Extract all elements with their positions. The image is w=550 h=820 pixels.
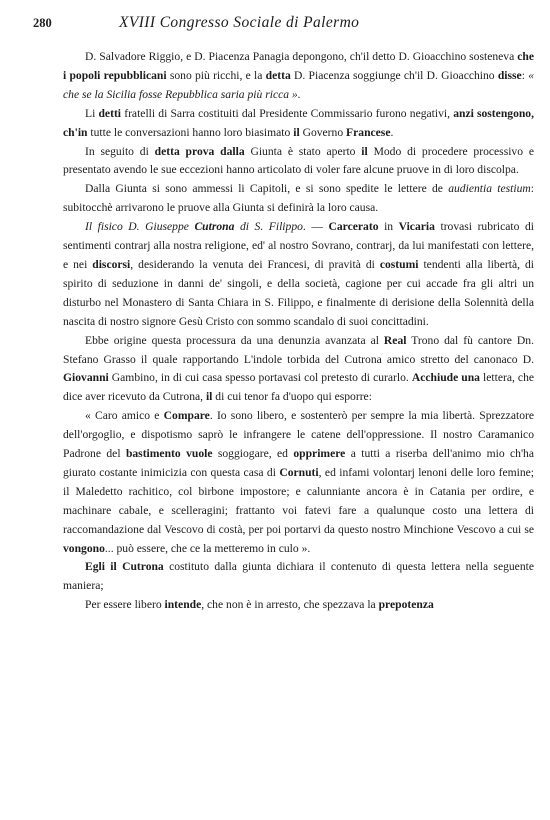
text-run: di cui tenor fa d'uopo qui esporre: <box>212 390 372 404</box>
text-run: detta <box>265 68 291 82</box>
paragraph <box>63 48 534 105</box>
text-run: anzi sostengono, ch'in <box>63 106 535 139</box>
text-run: D. Piacenza soggiunge ch'il D. Gioacchino <box>290 68 498 82</box>
text-run: Vicaria <box>398 220 435 234</box>
running-title: XVIII Congresso Sociale di Palermo <box>119 14 360 31</box>
text-run: D. Salvadore Riggio, e D. Piacenza Panagia depongono, ch'il detto D. Gioacchino sosteneva <box>85 50 518 63</box>
text-run: Li <box>85 106 99 120</box>
text-run: intende <box>164 598 202 612</box>
text-run: « Caro amico e <box>85 409 164 423</box>
text-run: Carcerato <box>328 220 379 234</box>
page-number: 280 <box>33 16 52 30</box>
text-run: costituto dalla giunta dichiara il contenuto di questa lettera nella seguente maniera; <box>63 560 534 593</box>
text-run: audientia testium <box>448 182 531 196</box>
paragraph <box>63 332 534 408</box>
text-run: Real <box>383 333 407 347</box>
text-run: Governo <box>299 125 347 139</box>
text-run: soggiogare, ed <box>212 447 294 461</box>
text-run: . — <box>302 220 329 234</box>
text-run: detta prova dalla <box>154 144 245 158</box>
paragraph <box>63 218 534 331</box>
text-run: il <box>205 390 213 404</box>
text-run: Acchiude una <box>411 371 480 385</box>
text-run: tendenti alla libertà, di spirito di seduzione in danni de' singoli, e della società, cagione per cui accade fra gli altri un disturbo nel Monastero di Santa Chiara in S. Filippo, e finalmente di derisione della Solennità della nascita di nostro signore Gesù Cristo con sommo scandalo di suoi concittadini. <box>63 257 534 328</box>
text-run: tutte le conversazioni hanno loro biasimato <box>87 125 294 139</box>
text-run: Ebbe origine questa processura da una denunzia avanzata al <box>85 333 384 347</box>
text-run: , desiderando la venuta dei Francesi, di pravità di <box>130 257 380 271</box>
text-run: Gambino, in di cui casa spesso portavasi col pretesto di curarlo. <box>108 371 412 385</box>
text-run: lettera, che dice aver ricevuto da Cutrona, <box>63 371 535 404</box>
text-run: trovasi rubricato di sentimenti contrarj alla nostra religione, ed' al nostro Sovrano, contrarj, da lui manifestati con lettere, e nei <box>63 220 534 271</box>
text-run: Dalla Giunta si sono ammessi li Capitoli, e si sono spedite le lettere de <box>85 182 449 196</box>
text-run: che i popoli repubblicani <box>63 50 534 82</box>
page-header <box>33 14 534 36</box>
text-run: . Io sono libero, e sostenterò per sempre la mia libertà. Sprezzatore dell'orgoglio, e dispotismo saprò le infrangere le catene dell'oppressione. Il nostro Caramanico Padrone del <box>63 409 534 461</box>
text-run: Per essere libero <box>85 598 165 612</box>
text-run: il <box>293 125 300 139</box>
text-run: Giunta è stato aperto <box>244 144 362 158</box>
text-run: Compare <box>163 409 210 423</box>
text-run: di S. Filippo <box>234 220 303 234</box>
text-run: . <box>390 125 394 139</box>
text-run: detti <box>98 106 122 120</box>
text-run: Trono dal fù cantore Dn. Stefano Grasso il quale rapportando L'indole torbida del Cutrona amico stretto del canonaco D. <box>63 333 534 366</box>
text-run: opprimere <box>293 447 346 461</box>
text-run: Cornuti <box>279 465 319 479</box>
text-run: costumi <box>379 257 419 271</box>
text-run: : subitocchè arrivarono le pruove alla Giunta si definirà la loro causa. <box>63 182 534 215</box>
paragraph <box>63 407 534 558</box>
paragraph <box>63 558 534 596</box>
text-run: discorsi <box>92 257 131 271</box>
paragraph <box>63 596 534 615</box>
paragraph <box>63 180 534 218</box>
text-run: Egli il Cutrona <box>85 560 164 574</box>
text-run: ... può essere, che ce la metteremo in culo ». <box>104 541 311 555</box>
text-run: a tutti a riserba dell'animo mio ch'ha giurato costante inimicizia con questa casa di <box>63 447 534 479</box>
text-run: In seguito di <box>85 144 155 158</box>
text-run: Cutrona <box>194 220 235 234</box>
text-run: , ed infami volontarj lenoni delle loro femine; il Maledetto rachitico, col birbone impostore; e calunniante ancora è in Catania per ordire, e machinare cabale, e scelleragini; frattanto voi fatevi fare a qualunque costo una lettera di raccomandazione dal Vescovo di costà, per poi portarvi da questo nostro Minchione Vescovo a cui se <box>63 465 534 536</box>
text-run: in <box>378 220 399 234</box>
text-run: bastimento vuole <box>125 447 213 461</box>
text-run: , che non è in arresto, che spezzava la <box>201 598 379 612</box>
text-run: « che se la Sicilia fosse Repubblica saria più ricca ». <box>63 68 534 101</box>
text-run: disse <box>497 68 522 82</box>
text-run: vongono <box>63 541 105 555</box>
text-run: fratelli di Sarra costituiti dal Presidente Commissario furono negativi, <box>121 106 454 120</box>
paragraph <box>63 105 534 143</box>
text-run: Giovanni <box>63 371 109 385</box>
text-run: Francese <box>346 125 391 139</box>
text-run: Modo di procedere processivo e presentato avendo le sue eccezioni hanno articolato di voler fare alcune pruove in di loro discolpa. <box>63 144 534 177</box>
text-run: prepotenza <box>378 598 434 612</box>
body-text <box>63 48 534 615</box>
paragraph <box>63 143 534 181</box>
text-run: il <box>361 144 368 158</box>
text-run: : <box>521 68 529 82</box>
text-run: Il fisico D. Giuseppe <box>85 220 195 234</box>
text-run: sono più ricchi, e la <box>166 68 266 82</box>
